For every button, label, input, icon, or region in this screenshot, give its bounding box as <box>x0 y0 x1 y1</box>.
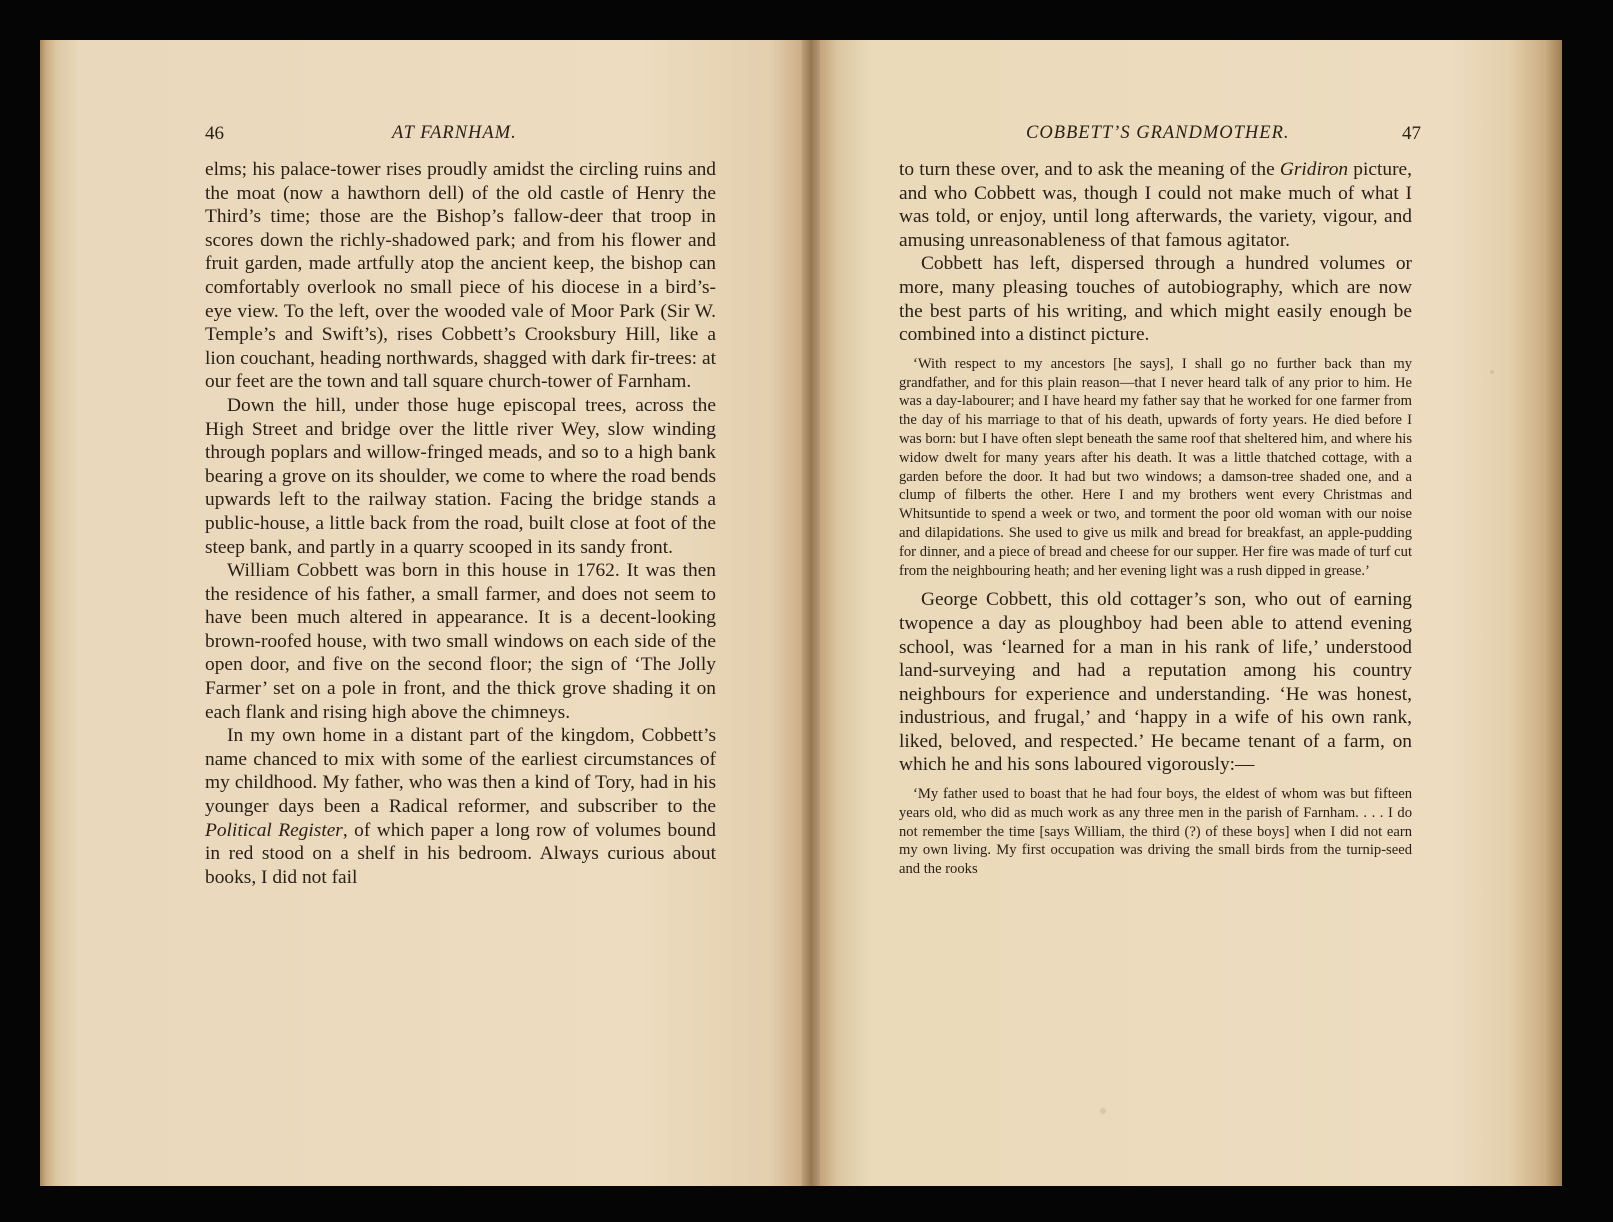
right-page <box>810 40 1562 1186</box>
left-running-head: AT FARNHAM. <box>392 123 517 143</box>
body-paragraph: William Cobbett was born in this house in 1762. It was then the residence of his father, a small farmer, and does not seem to have been much altered in appearance. It is a decent-looking brown-roofed house, with two small windows on each side of the open door, and five on the second floor; the sign of ‘The Jolly Farmer’ set on a pole in front, and the thick grove shading it on each flank and rising high above the chimneys. <box>205 560 716 723</box>
quote-text: ‘With respect to my ancestors [he says], I shall go no further back than my grandfather, and for this plain reason—that I never heard talk of any prior to him. He was a day-labourer; and I have heard my father say that he worked for one farmer from the day of his marriage to that of his death, upwards of forty years. He died before I was born: but I have often slept beneath the same roof that sheltered him, and where his widow dwelt for many years after his death. It was a little thatched cottage, with a garden before the door. It had but two windows; a damson-tree shaded one, and a clump of filberts the other. Here I and my brothers went every Christmas and Whitsuntide to spend a week or two, and torment the poor old woman with our noise and dilapidations. She used to give us milk and bread for breakfast, an apple-pudding for dinner, and a piece of bread and cheese for our supper. Her fire was made of turf cut from the neighbouring heath; and her evening light was a rush dipped in grease.’ <box>899 355 1412 579</box>
body-paragraph <box>205 724 716 889</box>
right-page-body <box>899 158 1412 887</box>
italic-title: Political Register <box>205 819 343 841</box>
open-book <box>40 40 1562 1186</box>
block-quote <box>899 355 1412 581</box>
body-paragraph <box>899 158 1412 252</box>
right-running-head: COBBETT’S GRANDMOTHER. <box>1026 123 1290 143</box>
body-text: In my own home in a distant part of the kingdom, Cobbett’s name chanced to mix with some of the earliest circumstances of my childhood. My father, who was then a kind of Tory, had in his younger days been a Radical reformer, and subscriber to the <box>205 725 716 818</box>
book-gutter <box>802 40 820 1186</box>
left-page <box>40 40 810 1186</box>
body-paragraph: Down the hill, under those huge episcopal trees, across the High Street and bridge over the little river Wey, slow winding through poplars and willow-fringed meads, and so to a high bank bearing a grove on its shoulder, we come to where the road bends upwards left to the railway station. Facing the bridge stands a public-house, a little back from the road, built close at foot of the steep bank, and partly in a quarry scooped in its sandy front. <box>205 394 716 558</box>
left-page-body <box>205 158 716 889</box>
body-paragraph: Cobbett has left, dispersed through a hundred volumes or more, many pleasing touches of autobiography, which are now the best parts of his writing, and which might easily enough be combined into a distinct picture. <box>899 253 1412 346</box>
body-text: picture, and who Cobbett was, though I could not make much of what I was told, or enjoy, until long afterwards, the variety, vigour, and amusing unreasonableness of that famous agitator. <box>899 159 1412 251</box>
body-paragraph: George Cobbett, this old cottager’s son, who out of earning twopence a day as ploughboy had been able to attend evening school, was ‘learned for a man in his rank of life,’ understood land-surveying and had a reputation among his country neighbours for experience and understanding. ‘He was honest, industrious, and frugal,’ and ‘happy in a wife of his own rank, liked, beloved, and respected.’ He became tenant of a farm, on which he and his sons laboured vigorously:— <box>899 589 1412 776</box>
paper-spot <box>1490 370 1494 374</box>
body-text: , of which paper a long row of volumes bound in red stood on a shelf in his bedroom. Always curious about books, I did not fail <box>205 819 716 888</box>
paper-spot <box>1100 1108 1106 1114</box>
right-page-number: 47 <box>1402 123 1421 144</box>
body-text: to turn these over, and to ask the meaning of the <box>899 159 1280 180</box>
italic-title: Gridiron <box>1279 159 1349 180</box>
left-page-number: 46 <box>205 123 224 144</box>
block-quote <box>899 785 1412 879</box>
body-paragraph: elms; his palace-tower rises proudly amidst the circling ruins and the moat (now a hawthorn dell) of the old castle of Henry the Third’s time; those are the Bishop’s fallow-deer that troop in scores down the richly-shadowed park; and from his flower and fruit garden, made artfully atop the ancient keep, the bishop can comfortably overlook no small piece of his diocese in a bird’s-eye view. To the left, over the wooded vale of Moor Park (Sir W. Temple’s and Swift’s), rises Cobbett’s Crooksbury Hill, like a lion couchant, heading northwards, shagged with dark fir-trees: at our feet are the town and tall square church-tower of Farnham. <box>205 159 716 393</box>
quote-text: ‘My father used to boast that he had four boys, the eldest of whom was but fifteen years old, who did as much work as any three men in the parish of Farnham. . . . I do not remember the time [says William, the third (?) of these boys] when I did not earn my own living. My first occupation was driving the small birds from the turnip-seed and the rooks <box>899 786 1412 878</box>
